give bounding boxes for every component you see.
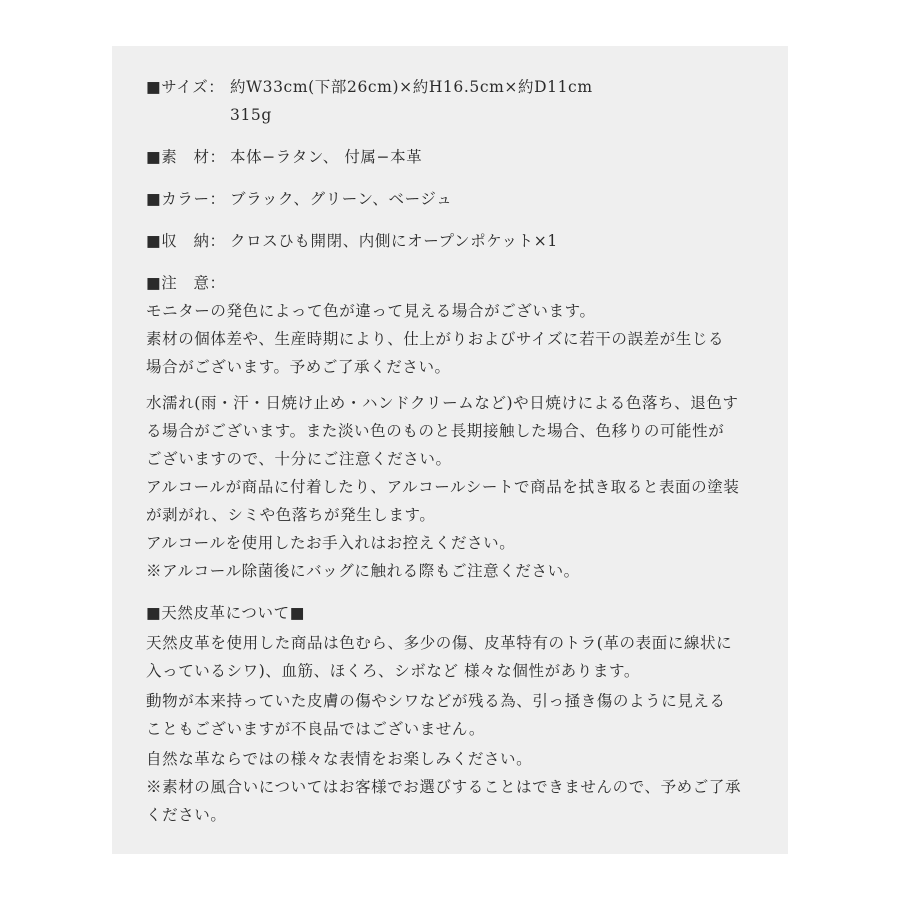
spec-storage (146, 228, 558, 254)
spec-value: ブラック、グリーン、ベージュ (230, 190, 453, 208)
spec-value: クロスひも開閉、内側にオープンポケット×1 (230, 232, 558, 250)
spec-material (146, 144, 422, 170)
notice-line: アルコールが商品に付着したり、アルコールシートで商品を拭き取ると表面の塗装 (146, 478, 740, 496)
spec-value: 本体−ラタン、 付属−本革 (230, 148, 423, 166)
notice-line: が剥がれ、シミや色落ちが発生します。 (146, 506, 436, 524)
leather-heading: ■天然皮革について■ (146, 604, 305, 622)
spec-label: ■収 納： (146, 232, 226, 250)
product-info-panel (112, 46, 788, 854)
spec-value: 315g (230, 106, 272, 124)
notice-line: る場合がございます。また淡い色のものと長期接触した場合、色移りの可能性が (146, 422, 725, 440)
spec-label: ■カラー： (146, 190, 226, 208)
notice-heading: ■注 意： (146, 274, 226, 292)
leather-line: こともございますが不良品ではございません。 (146, 720, 486, 738)
notice-line: 場合がございます。予めご了承ください。 (146, 358, 451, 376)
notice-line: ございますので、十分にご注意ください。 (146, 450, 452, 468)
notice-line: 素材の個体差や、生産時期により、仕上がりおよびサイズに若干の誤差が生じる (146, 330, 725, 348)
spec-weight (146, 102, 272, 128)
leather-line: 天然皮革を使用した商品は色むら、多少の傷、皮革特有のトラ(革の表面に線状に (146, 634, 733, 652)
spec-color (146, 186, 452, 212)
notice-line: 水濡れ(雨・汗・日焼け止め・ハンドクリームなど)や日焼けによる色落ち、退色す (146, 394, 739, 412)
leather-line: 自然な革ならではの様々な表情をお楽しみください。 (146, 750, 533, 768)
leather-line: ※素材の風合いについてはお客様でお選びすることはできませんので、予めご了承 (146, 778, 742, 796)
spec-size (146, 74, 593, 100)
notice-line: アルコールを使用したお手入れはお控えください。 (146, 534, 516, 552)
spec-label: ■サイズ： (146, 78, 225, 96)
leather-line: ください。 (146, 806, 227, 824)
notice-line: ※アルコール除菌後にバッグに触れる際もご注意ください。 (146, 562, 580, 580)
leather-line: 入っているシワ)、血筋、ほくろ、シボなど 様々な個性があります。 (146, 662, 640, 680)
spec-value: 約W33cm(下部26cm)×約H16.5cm×約D11cm (230, 78, 593, 96)
spec-label: ■素 材： (146, 148, 226, 166)
notice-line: モニターの発色によって色が違って見える場合がございます。 (146, 302, 596, 320)
leather-line: 動物が本来持っていた皮膚の傷やシワなどが残る為、引っ掻き傷のように見える (146, 692, 726, 710)
